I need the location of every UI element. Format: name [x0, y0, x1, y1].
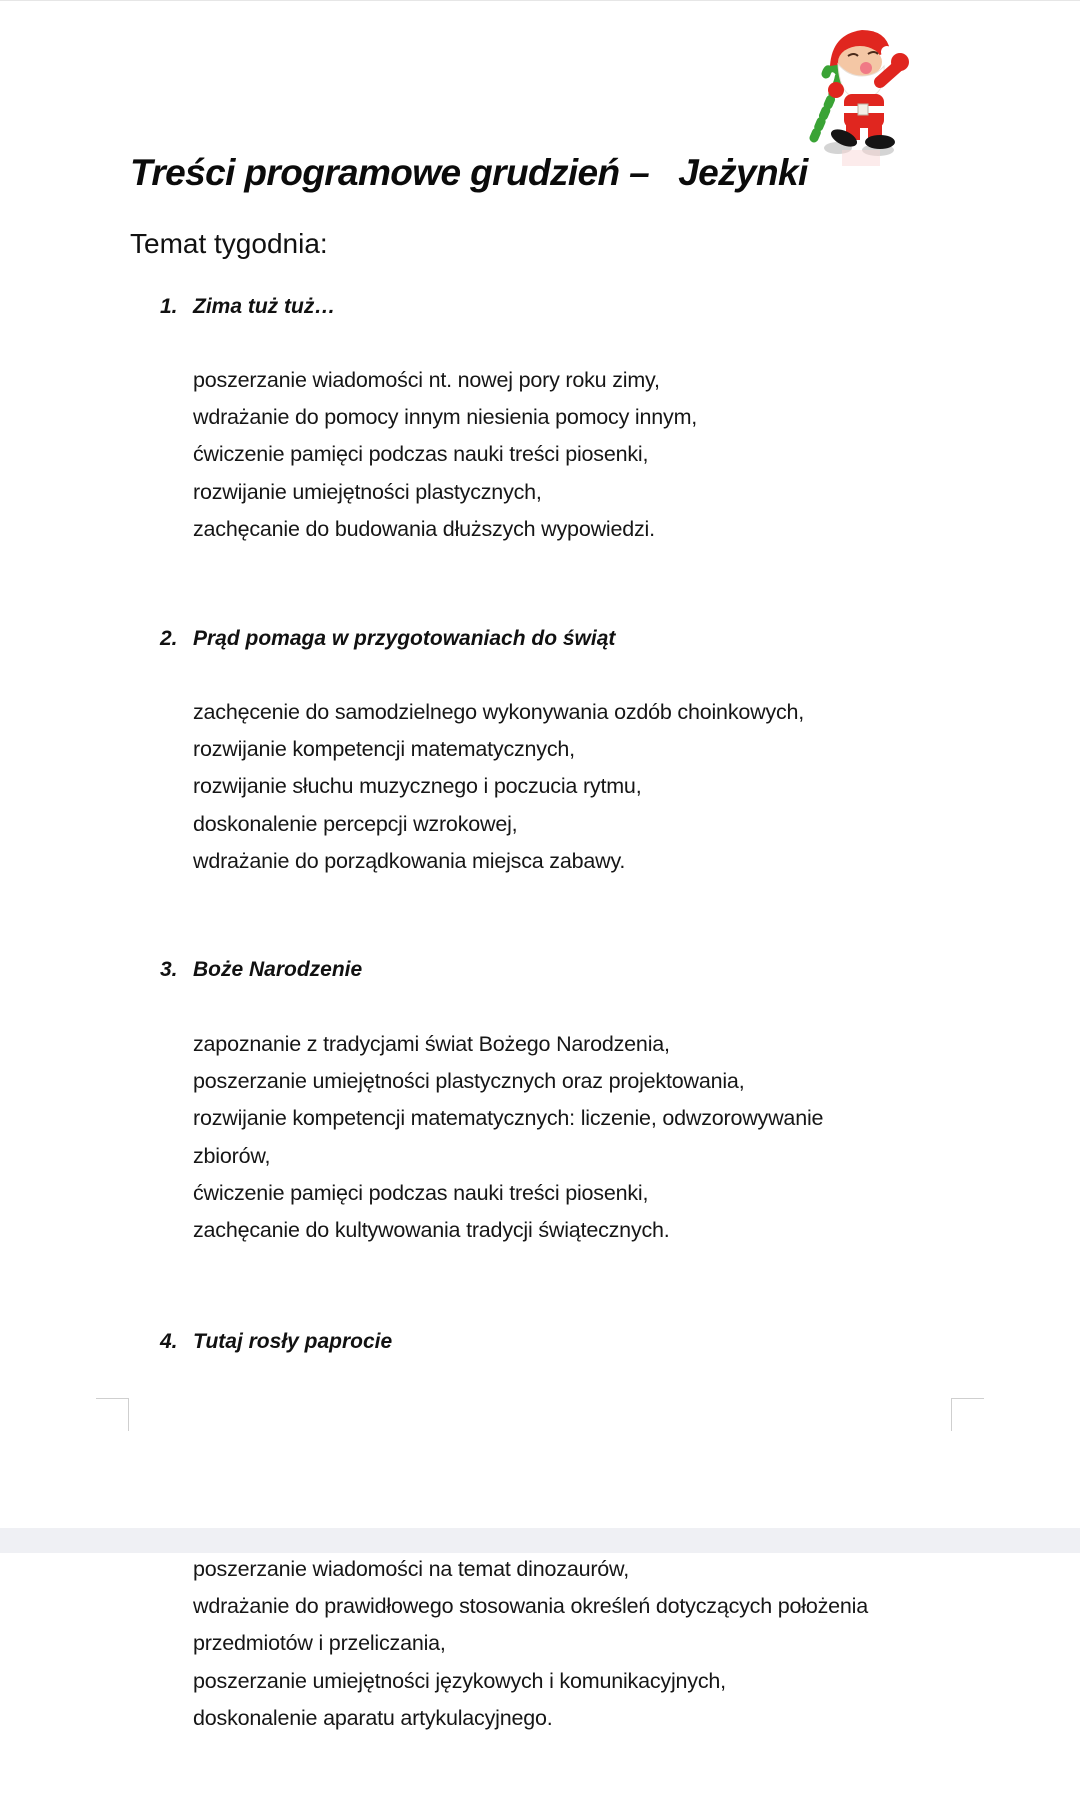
list-item: poszerzanie wiadomości nt. nowej pory roku zimy,	[193, 368, 660, 392]
list-item: wdrażanie do porządkowania miejsca zabawy.	[193, 848, 626, 873]
list-item: zachęcenie do samodzielnego wykonywania ozdób choinkowych,	[193, 700, 805, 724]
list-item: zbiorów,	[193, 1143, 271, 1168]
list-item: poszerzanie umiejętności językowych i komunikacyjnych,	[193, 1668, 726, 1693]
list-item: rozwijanie kompetencji matematycznych,	[193, 737, 575, 762]
section-title: Prąd pomaga w przygotowaniach do świąt	[193, 627, 616, 650]
list-item: zachęcanie do budowania dłuższych wypowiedzi.	[193, 516, 655, 541]
page-break	[0, 1528, 1080, 1553]
section-heading-3	[160, 958, 362, 982]
section-title: Tutaj rosły paprocie	[193, 1330, 393, 1353]
section-items-3	[193, 1026, 823, 1249]
page-margin-corner-right	[951, 1398, 984, 1431]
list-item: ćwiczenie pamięci podczas nauki treści piosenki,	[193, 1180, 649, 1205]
list-item: przedmiotów i przeliczania,	[193, 1631, 446, 1656]
list-item: rozwijanie kompetencji matematycznych: liczenie, odwzorowywanie	[193, 1106, 824, 1131]
document-title: Treści programowe grudzień – Jeżynki	[130, 152, 808, 193]
section-heading-1	[160, 295, 335, 319]
santa-claus-icon	[790, 20, 930, 180]
section-items-4	[193, 1551, 868, 1737]
section-number: 2.	[160, 627, 178, 650]
list-item: zapoznanie z tradycjami świat Bożego Narodzenia,	[193, 1032, 670, 1056]
section-heading-2	[160, 627, 615, 651]
list-item: zachęcanie do kultywowania tradycji świątecznych.	[193, 1218, 670, 1243]
section-number: 4.	[160, 1330, 178, 1353]
list-item: wdrażanie do prawidłowego stosowania określeń dotyczących położenia	[193, 1594, 868, 1619]
page-margin-corner-left	[96, 1398, 129, 1431]
list-item: ćwiczenie pamięci podczas nauki treści piosenki,	[193, 442, 649, 467]
section-title: Boże Narodzenie	[193, 958, 363, 981]
list-item: poszerzanie umiejętności plastycznych oraz projektowania,	[193, 1069, 745, 1094]
top-divider	[0, 0, 1080, 1]
section-items-1	[193, 362, 697, 548]
section-number: 3.	[160, 958, 178, 981]
list-item: wdrażanie do pomocy innym niesienia pomocy innym,	[193, 405, 698, 430]
week-theme-label: Temat tygodnia:	[130, 228, 328, 259]
list-item: doskonalenie aparatu artykulacyjnego.	[193, 1705, 553, 1730]
list-item: doskonalenie percepcji wzrokowej,	[193, 811, 518, 836]
list-item: rozwijanie słuchu muzycznego i poczucia rytmu,	[193, 774, 642, 799]
list-item: poszerzanie wiadomości na temat dinozaurów,	[193, 1557, 629, 1581]
section-title: Zima tuż tuż…	[193, 295, 336, 318]
section-items-2	[193, 694, 804, 880]
section-number: 1.	[160, 295, 178, 318]
list-item: rozwijanie umiejętności plastycznych,	[193, 479, 542, 504]
section-heading-4	[160, 1330, 392, 1354]
